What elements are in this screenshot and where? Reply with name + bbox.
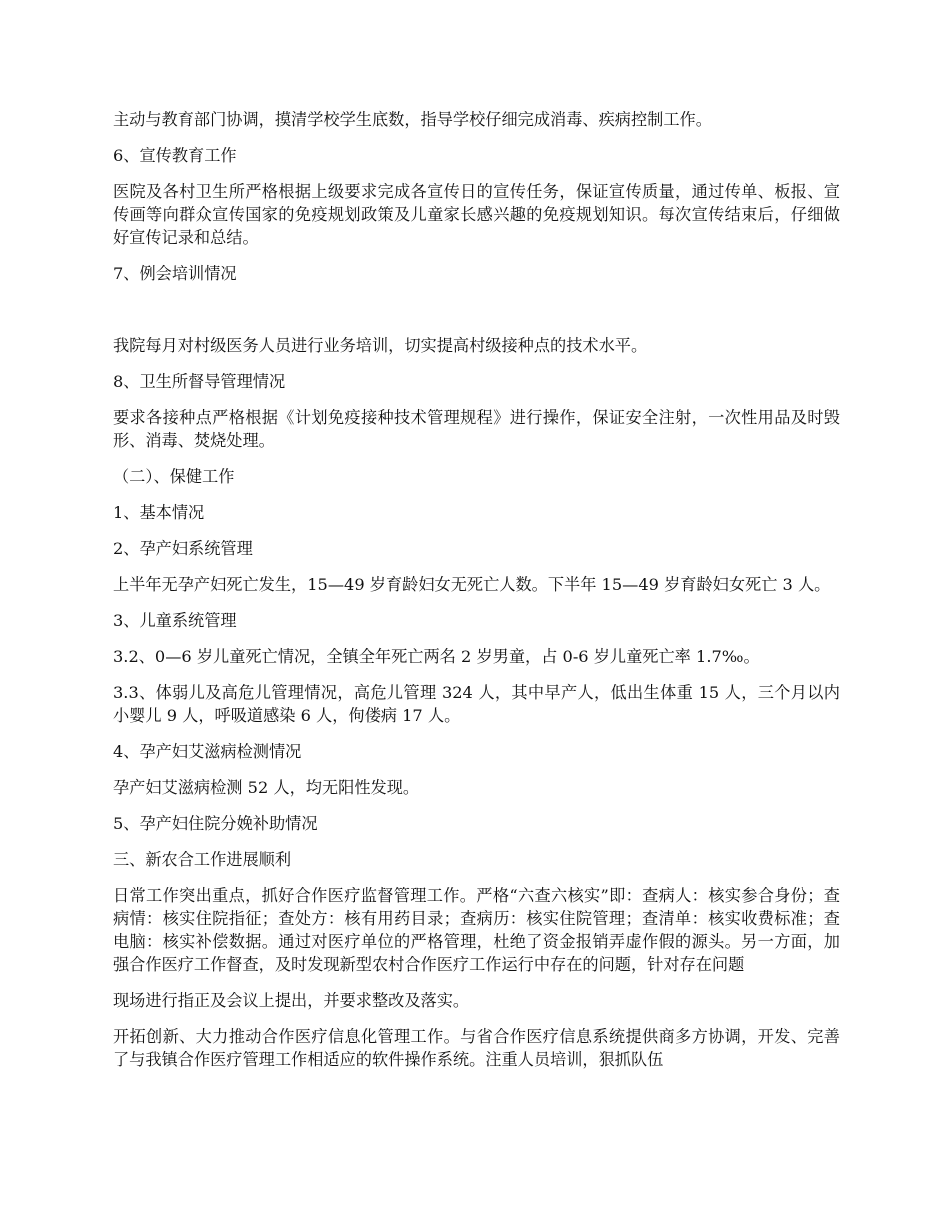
paragraph-training: 我院每月对村级医务人员进行业务培训，切实提高村级接种点的技术水平。 (113, 336, 648, 355)
heading-delivery-subsidy: 5、孕产妇住院分娩补助情况 (113, 814, 318, 833)
blank-spacer (113, 298, 840, 334)
heading-new-cooperative-medical: 三、新农合工作进展顺利 (113, 850, 292, 869)
paragraph-child-mortality: 3.2、0—6 岁儿童死亡情况，全镇全年死亡两名 2 岁男童，占 0-6 岁儿童死亡率 1.7‰。 (113, 647, 760, 666)
heading-health-care-work: （二）、保健工作 (113, 467, 235, 486)
heading-child-management: 3、儿童系统管理 (113, 611, 237, 630)
heading-maternal-management: 2、孕产妇系统管理 (113, 539, 253, 558)
heading-aids-testing: 4、孕产妇艾滋病检测情况 (113, 742, 302, 761)
paragraph-onsite-correction: 现场进行指正及会议上提出，并要求整改及落实。 (113, 991, 470, 1010)
heading-meeting-training: 7、例会培训情况 (113, 264, 237, 283)
heading-clinic-supervision: 8、卫生所督导管理情况 (113, 372, 286, 391)
paragraph-informatization: 开拓创新、大力推动合作医疗信息化管理工作。与省合作医疗信息系统提供商多方协调，开发、完善了与我镇合作医疗管理工作相适应的软件操作系统。注重人员培训，狠抓队伍 (113, 1027, 840, 1069)
paragraph-high-risk-children: 3.3、体弱儿及高危儿管理情况，高危儿管理 324 人，其中早产人，低出生体重 15 人，三个月以内小婴儿 9 人，呼吸道感染 6 人，佝偻病 17 人。 (113, 683, 840, 725)
paragraph-maternal: 上半年无孕产妇死亡发生，15—49 岁育龄妇女无死亡人数。下半年 15—49 岁育龄妇女死亡 3 人。 (113, 575, 831, 594)
paragraph-supervision: 要求各接种点严格根据《计划免疫接种技术管理规程》进行操作，保证安全注射，一次性用品及时毁形、消毒、焚烧处理。 (113, 408, 840, 450)
heading-basic-situation: 1、基本情况 (113, 503, 205, 522)
paragraph-aids-testing: 孕产妇艾滋病检测 52 人，均无阳性发现。 (113, 778, 420, 797)
paragraph-propaganda: 医院及各村卫生所严格根据上级要求完成各宣传日的宣传任务，保证宣传质量，通过传单、板报、宣传画等向群众宣传国家的免疫规划政策及儿童家长感兴趣的免疫规划知识。每次宣传结束后，仔细做好宣传记录和总结。 (113, 182, 840, 247)
paragraph-cooperative-supervision: 日常工作突出重点，抓好合作医疗监督管理工作。严格“六查六核实”即：查病人：核实参合身份；查病情：核实住院指征；查处方：核有用药目录；查病历：核实住院管理；查清单：核实收费标准；查电脑：核实补偿数据。通过对医疗单位的严格管理，杜绝了资金报销弄虚作假的源头。另一方面，加强合作医疗工作督查，及时发现新型农村合作医疗工作运行中存在的问题，针对存在问题 (113, 886, 840, 974)
document-page (113, 108, 840, 1084)
paragraph-school-disinfection: 主动与教育部门协调，摸清学校学生底数，指导学校仔细完成消毒、疾病控制工作。 (113, 110, 712, 129)
heading-propaganda-education: 6、宣传教育工作 (113, 146, 237, 165)
